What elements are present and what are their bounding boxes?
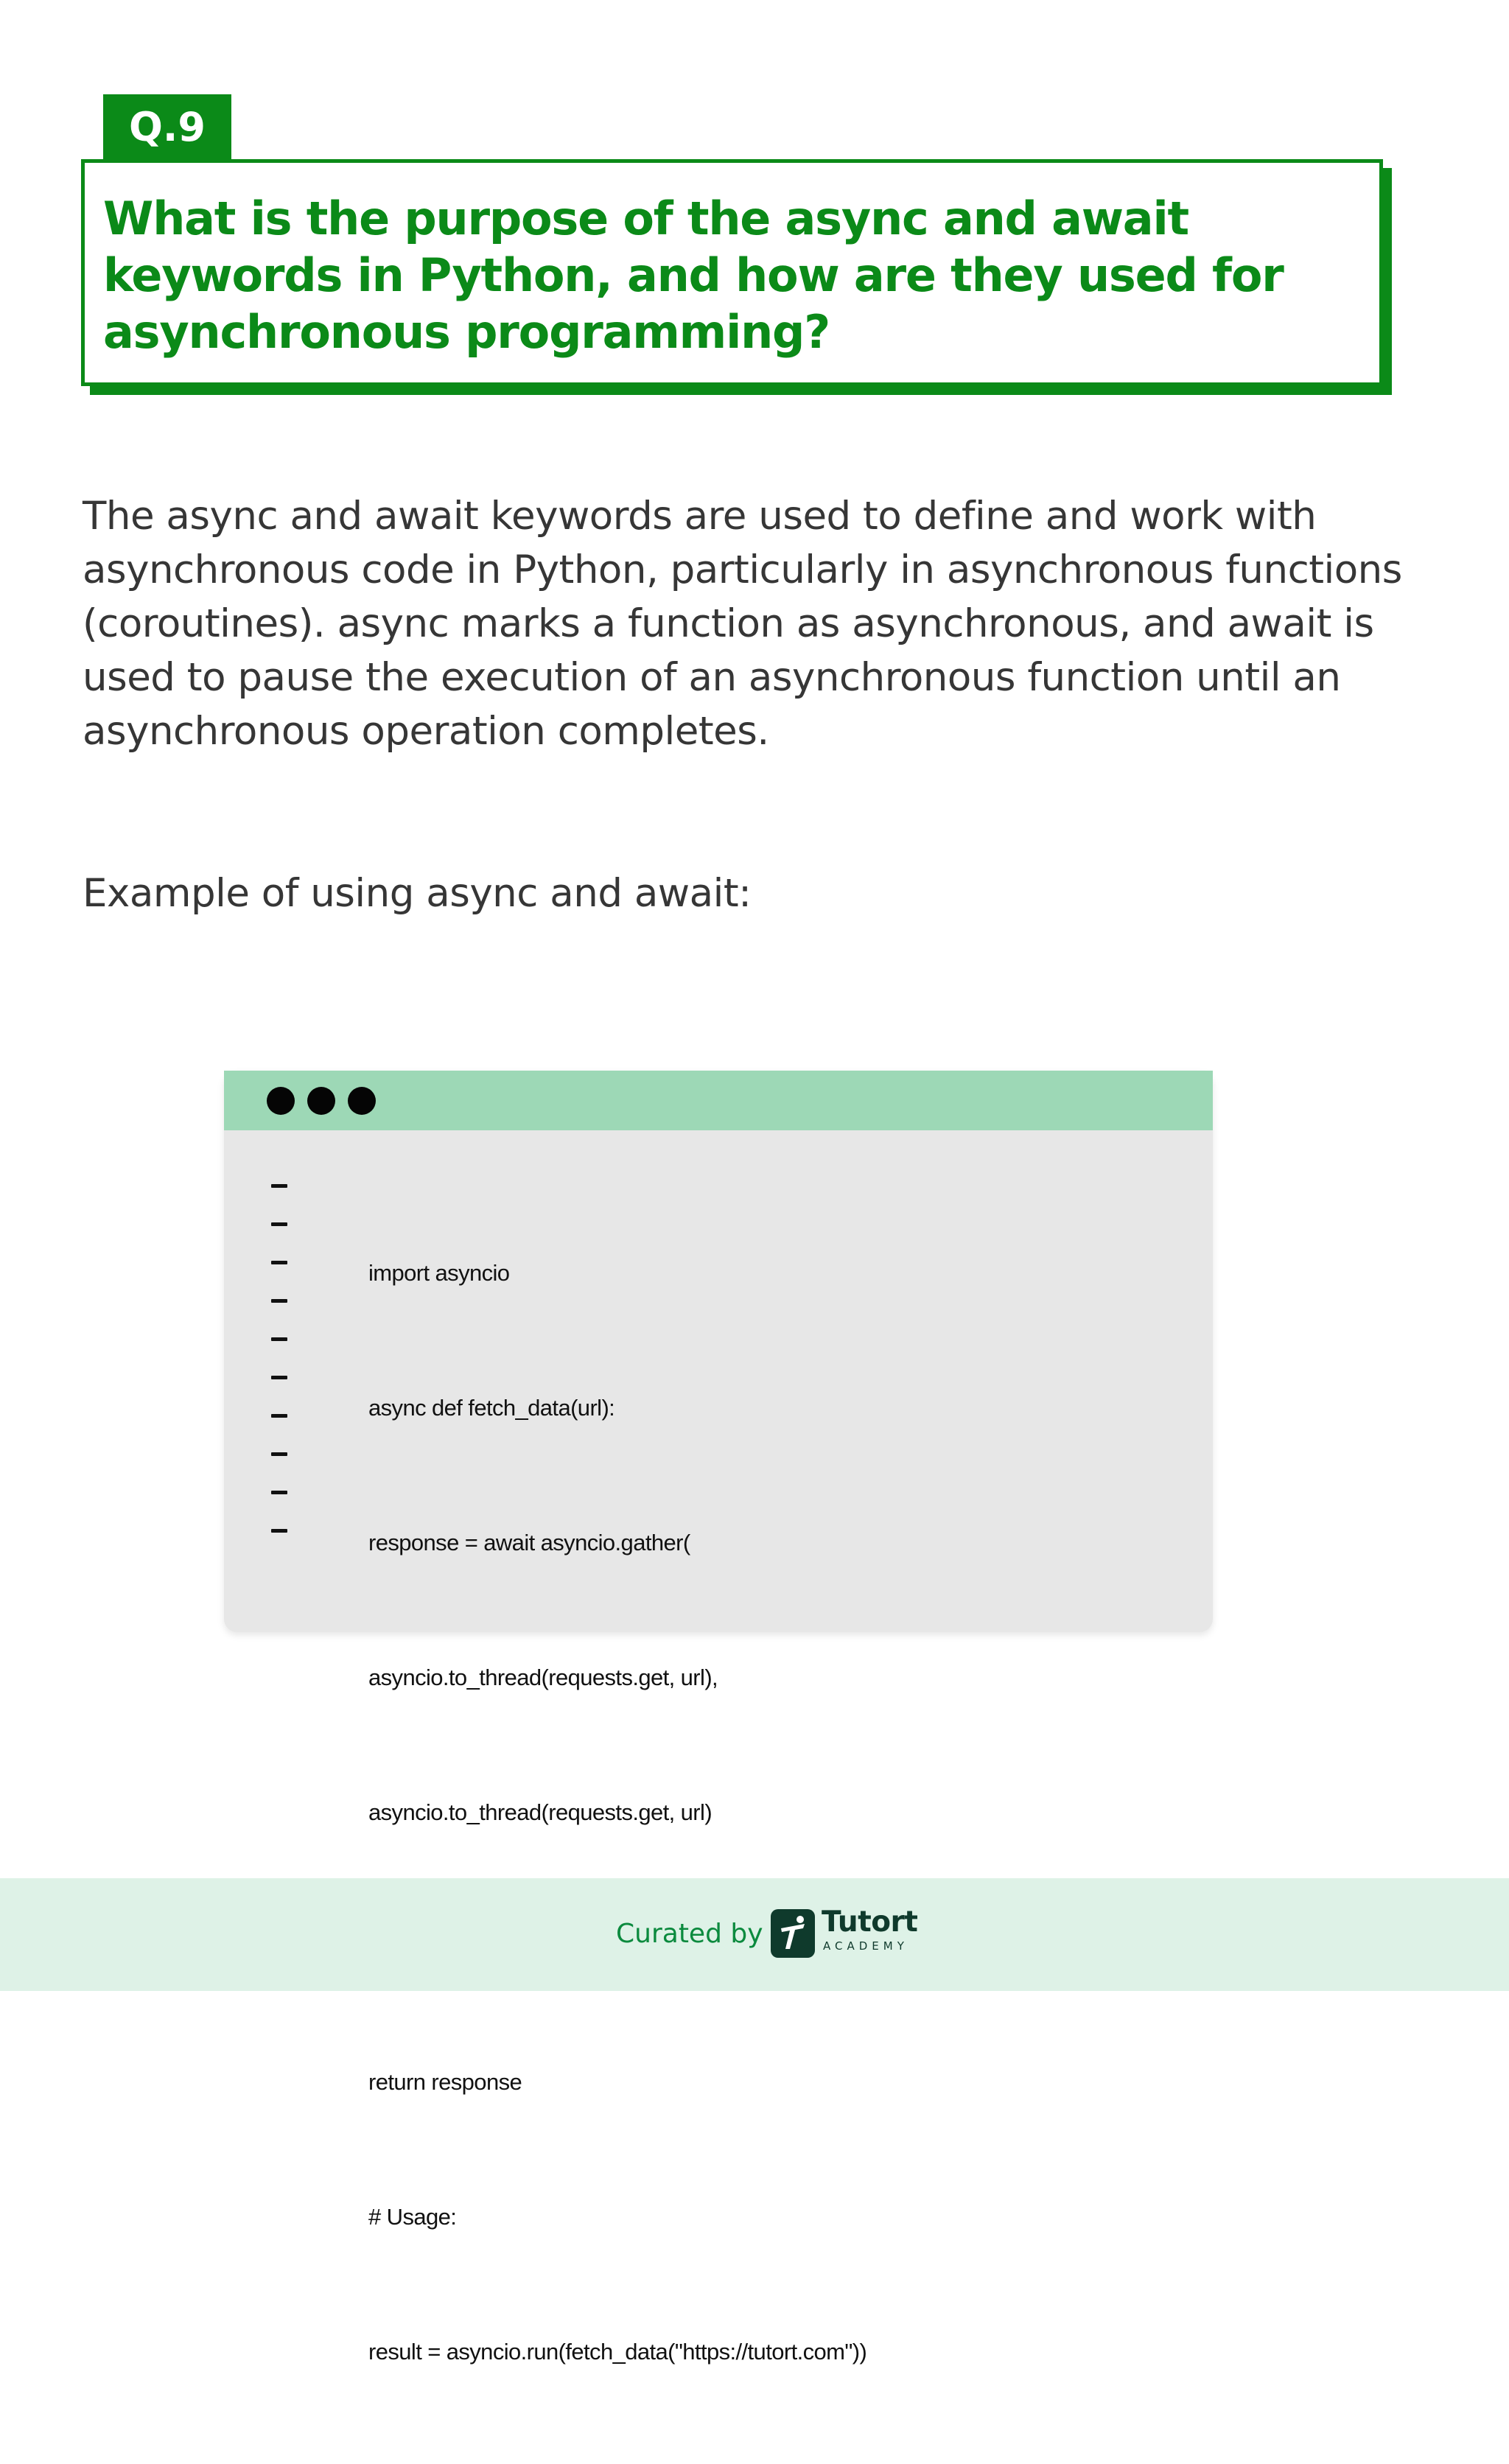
window-dot-icon bbox=[267, 1087, 295, 1115]
curated-by-label: Curated by bbox=[616, 1919, 763, 1949]
example-label: Example of using async and await: bbox=[83, 871, 752, 916]
code-window-header bbox=[224, 1071, 1213, 1130]
tutort-logo-svg bbox=[771, 1909, 815, 1958]
question-title: What is the purpose of the async and await keywords in Python, and how are they used for asynchronous programming? bbox=[103, 192, 1284, 359]
code-line: async def fetch_data(url): bbox=[368, 1395, 615, 1421]
tutort-logo-icon bbox=[771, 1909, 815, 1958]
gutter-dash-icon bbox=[271, 1320, 289, 1358]
code-block bbox=[368, 1161, 866, 2464]
code-line: response = await asyncio.gather( bbox=[368, 1530, 690, 1555]
brand-name: Tutort bbox=[822, 1905, 918, 1939]
gutter-dash-icon bbox=[271, 1166, 289, 1205]
gutter-dash-icon bbox=[271, 1511, 289, 1550]
code-gutter bbox=[271, 1166, 289, 1550]
code-line: import asyncio bbox=[368, 1260, 510, 1286]
code-line: asyncio.to_thread(requests.get, url) bbox=[368, 1799, 713, 1825]
code-line: result = asyncio.run(fetch_data("https://tutort.com")) bbox=[368, 2339, 867, 2365]
gutter-dash-icon bbox=[271, 1435, 289, 1473]
gutter-dash-icon bbox=[271, 1281, 289, 1320]
window-dot-icon bbox=[307, 1087, 335, 1115]
footer bbox=[0, 1878, 1509, 1991]
code-line: return response bbox=[368, 2069, 522, 2095]
gutter-dash-icon bbox=[271, 1243, 289, 1281]
question-number-badge: Q.9 bbox=[103, 94, 231, 161]
gutter-dash-icon bbox=[271, 1396, 289, 1435]
brand-subtitle: ACADEMY bbox=[823, 1939, 908, 1953]
window-dot-icon bbox=[348, 1087, 376, 1115]
gutter-dash-icon bbox=[271, 1358, 289, 1396]
gutter-dash-icon bbox=[271, 1473, 289, 1511]
code-line: # Usage: bbox=[368, 2204, 457, 2230]
gutter-dash-icon bbox=[271, 1205, 289, 1243]
code-line: asyncio.to_thread(requests.get, url), bbox=[368, 1665, 718, 1690]
answer-paragraph: The async and await keywords are used to define and work with asynchronous code in Python, particularly in asynchronous functions (coroutines). async marks a function as asynchronous, and await is used to pause the execution of an asynchronous function until an asynchronous operation completes. bbox=[83, 494, 1402, 754]
